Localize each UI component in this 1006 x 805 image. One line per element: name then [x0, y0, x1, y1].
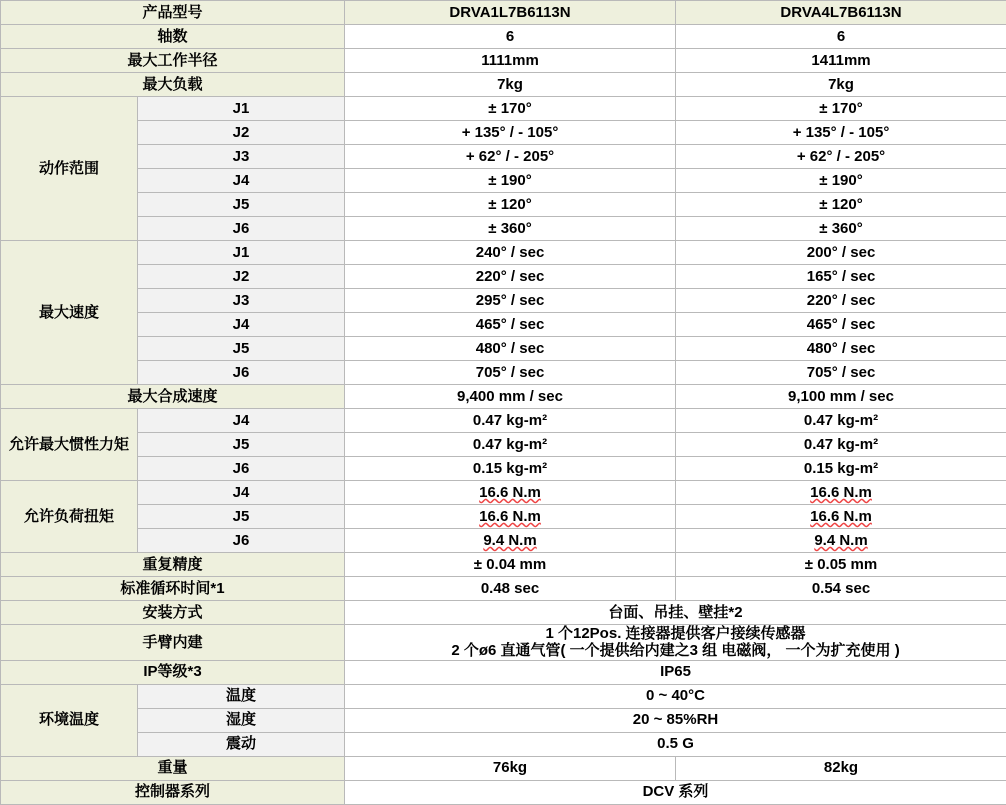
row-label-controller: 控制器系列 — [1, 780, 345, 804]
row-label-reach: 最大工作半径 — [1, 49, 345, 73]
max-speed-j6-a: 705° / sec — [345, 361, 676, 385]
weight-a: 76kg — [345, 756, 676, 780]
motion-range-joint-j2: J2 — [138, 121, 345, 145]
weight-b: 82kg — [676, 756, 1006, 780]
repeatability-a: ± 0.04 mm — [345, 553, 676, 577]
table-row-motion-range-j5 — [1, 193, 1006, 217]
row-label-inertia: 允许最大惯性力矩 — [1, 409, 138, 481]
max-speed-j3-a: 295° / sec — [345, 289, 676, 313]
motion-range-j5-a: ± 120° — [345, 193, 676, 217]
table-row-motion-range-j4 — [1, 169, 1006, 193]
motion-range-j1-a: ± 170° — [345, 97, 676, 121]
max-speed-j1-b: 200° / sec — [676, 241, 1006, 265]
inertia-j4-a: 0.47 kg-m² — [345, 409, 676, 433]
max-speed-j5-b: 480° / sec — [676, 337, 1006, 361]
torque-j6-a: 9.4 N.m — [345, 529, 676, 553]
table-row-torque-j5 — [1, 505, 1006, 529]
inertia-j6-b: 0.15 kg-m² — [676, 457, 1006, 481]
table-row-cycle-time — [1, 577, 1006, 601]
table-row-torque-j4 — [1, 481, 1006, 505]
axes-value-a: 6 — [345, 25, 676, 49]
environment-vibration-value: 0.5 G — [345, 732, 1006, 756]
max-speed-j6-b: 705° / sec — [676, 361, 1006, 385]
torque-j4-a: 16.6 N.m — [345, 481, 676, 505]
torque-j6-b: 9.4 N.m — [676, 529, 1006, 553]
row-label-cycle-time: 标准循环时间*1 — [1, 577, 345, 601]
table-row-max-speed-j3 — [1, 289, 1006, 313]
table-row-header — [1, 1, 1006, 25]
reach-value-b: 1411mm — [676, 49, 1006, 73]
table-row-axes — [1, 25, 1006, 49]
motion-range-j5-b: ± 120° — [676, 193, 1006, 217]
composite-speed-b: 9,100 mm / sec — [676, 385, 1006, 409]
environment-temperature-value: 0 ~ 40°C — [345, 684, 1006, 708]
max-speed-j1-a: 240° / sec — [345, 241, 676, 265]
inertia-joint-j6: J6 — [138, 457, 345, 481]
table-row-repeatability — [1, 553, 1006, 577]
table-row-ip-rating — [1, 660, 1006, 684]
max-speed-j5-a: 480° / sec — [345, 337, 676, 361]
row-label-repeatability: 重复精度 — [1, 553, 345, 577]
table-row-motion-range-j6 — [1, 217, 1006, 241]
inertia-j6-a: 0.15 kg-m² — [345, 457, 676, 481]
payload-value-a: 7kg — [345, 73, 676, 97]
inertia-joint-j4: J4 — [138, 409, 345, 433]
row-label-environment: 环境温度 — [1, 684, 138, 756]
table-row-max-speed-j4 — [1, 313, 1006, 337]
table-row-max-speed-j1 — [1, 241, 1006, 265]
inertia-j5-a: 0.47 kg-m² — [345, 433, 676, 457]
inertia-joint-j5: J5 — [138, 433, 345, 457]
motion-range-joint-j6: J6 — [138, 217, 345, 241]
motion-range-joint-j5: J5 — [138, 193, 345, 217]
row-label-mounting: 安装方式 — [1, 601, 345, 625]
header-product-model: 产品型号 — [1, 1, 345, 25]
table-row-environment-vibration — [1, 732, 1006, 756]
row-label-max-speed: 最大速度 — [1, 241, 138, 385]
table-row-max-speed-j2 — [1, 265, 1006, 289]
max-speed-joint-j5: J5 — [138, 337, 345, 361]
row-label-motion-range: 动作范围 — [1, 97, 138, 241]
payload-value-b: 7kg — [676, 73, 1006, 97]
table-row-controller — [1, 780, 1006, 804]
torque-joint-j5: J5 — [138, 505, 345, 529]
motion-range-j2-b: + 135° / - 105° — [676, 121, 1006, 145]
max-speed-j3-b: 220° / sec — [676, 289, 1006, 313]
max-speed-joint-j4: J4 — [138, 313, 345, 337]
table-row-max-speed-j6 — [1, 361, 1006, 385]
table-row-inertia-j5 — [1, 433, 1006, 457]
max-speed-j4-a: 465° / sec — [345, 313, 676, 337]
table-row-weight — [1, 756, 1006, 780]
max-speed-joint-j3: J3 — [138, 289, 345, 313]
repeatability-b: ± 0.05 mm — [676, 553, 1006, 577]
inertia-j5-b: 0.47 kg-m² — [676, 433, 1006, 457]
motion-range-j3-b: + 62° / - 205° — [676, 145, 1006, 169]
environment-sub-temperature: 温度 — [138, 684, 345, 708]
motion-range-j4-a: ± 190° — [345, 169, 676, 193]
torque-joint-j4: J4 — [138, 481, 345, 505]
motion-range-j4-b: ± 190° — [676, 169, 1006, 193]
environment-sub-humidity: 湿度 — [138, 708, 345, 732]
row-label-composite-speed: 最大合成速度 — [1, 385, 345, 409]
max-speed-joint-j6: J6 — [138, 361, 345, 385]
table-row-environment-temperature — [1, 684, 1006, 708]
table-row-motion-range-j3 — [1, 145, 1006, 169]
motion-range-j1-b: ± 170° — [676, 97, 1006, 121]
motion-range-j6-b: ± 360° — [676, 217, 1006, 241]
table-row-composite-speed — [1, 385, 1006, 409]
table-row-motion-range-j2 — [1, 121, 1006, 145]
reach-value-a: 1111mm — [345, 49, 676, 73]
torque-j5-a: 16.6 N.m — [345, 505, 676, 529]
header-model-b: DRVA4L7B6113N — [676, 1, 1006, 25]
arm-builtin-line1: 1 个12Pos. 连接器提供客户接续传感器 — [345, 625, 1006, 642]
table-row-environment-humidity — [1, 708, 1006, 732]
table-row-reach — [1, 49, 1006, 73]
motion-range-joint-j3: J3 — [138, 145, 345, 169]
row-label-ip-rating: IP等级*3 — [1, 660, 345, 684]
ip-rating-value: IP65 — [345, 660, 1006, 684]
table-row-payload — [1, 73, 1006, 97]
row-label-axes: 轴数 — [1, 25, 345, 49]
motion-range-j2-a: + 135° / - 105° — [345, 121, 676, 145]
inertia-j4-b: 0.47 kg-m² — [676, 409, 1006, 433]
environment-sub-vibration: 震动 — [138, 732, 345, 756]
cycle-time-a: 0.48 sec — [345, 577, 676, 601]
cycle-time-b: 0.54 sec — [676, 577, 1006, 601]
mounting-value: 台面、吊挂、壁挂*2 — [345, 601, 1006, 625]
row-label-arm-builtin: 手臂内建 — [1, 625, 345, 661]
table-row-inertia-j6 — [1, 457, 1006, 481]
table-row-arm-builtin — [1, 625, 1006, 661]
table-row-torque-j6 — [1, 529, 1006, 553]
row-label-payload: 最大负载 — [1, 73, 345, 97]
torque-joint-j6: J6 — [138, 529, 345, 553]
composite-speed-a: 9,400 mm / sec — [345, 385, 676, 409]
motion-range-j6-a: ± 360° — [345, 217, 676, 241]
row-label-torque: 允许负荷扭矩 — [1, 481, 138, 553]
max-speed-j2-b: 165° / sec — [676, 265, 1006, 289]
torque-j4-b: 16.6 N.m — [676, 481, 1006, 505]
table-row-mounting — [1, 601, 1006, 625]
header-model-a: DRVA1L7B6113N — [345, 1, 676, 25]
motion-range-j3-a: + 62° / - 205° — [345, 145, 676, 169]
environment-humidity-value: 20 ~ 85%RH — [345, 708, 1006, 732]
axes-value-b: 6 — [676, 25, 1006, 49]
max-speed-joint-j1: J1 — [138, 241, 345, 265]
arm-builtin-line2: 2 个ø6 直通气管( 一个提供给内建之3 组 电磁阀， 一个为扩充使用 ) — [345, 642, 1006, 659]
table-row-inertia-j4 — [1, 409, 1006, 433]
torque-j5-b: 16.6 N.m — [676, 505, 1006, 529]
table-row-motion-range-j1 — [1, 97, 1006, 121]
motion-range-joint-j4: J4 — [138, 169, 345, 193]
max-speed-joint-j2: J2 — [138, 265, 345, 289]
max-speed-j2-a: 220° / sec — [345, 265, 676, 289]
row-label-weight: 重量 — [1, 756, 345, 780]
max-speed-j4-b: 465° / sec — [676, 313, 1006, 337]
arm-builtin-value — [345, 625, 1006, 661]
table-row-max-speed-j5 — [1, 337, 1006, 361]
motion-range-joint-j1: J1 — [138, 97, 345, 121]
controller-value: DCV 系列 — [345, 780, 1006, 804]
